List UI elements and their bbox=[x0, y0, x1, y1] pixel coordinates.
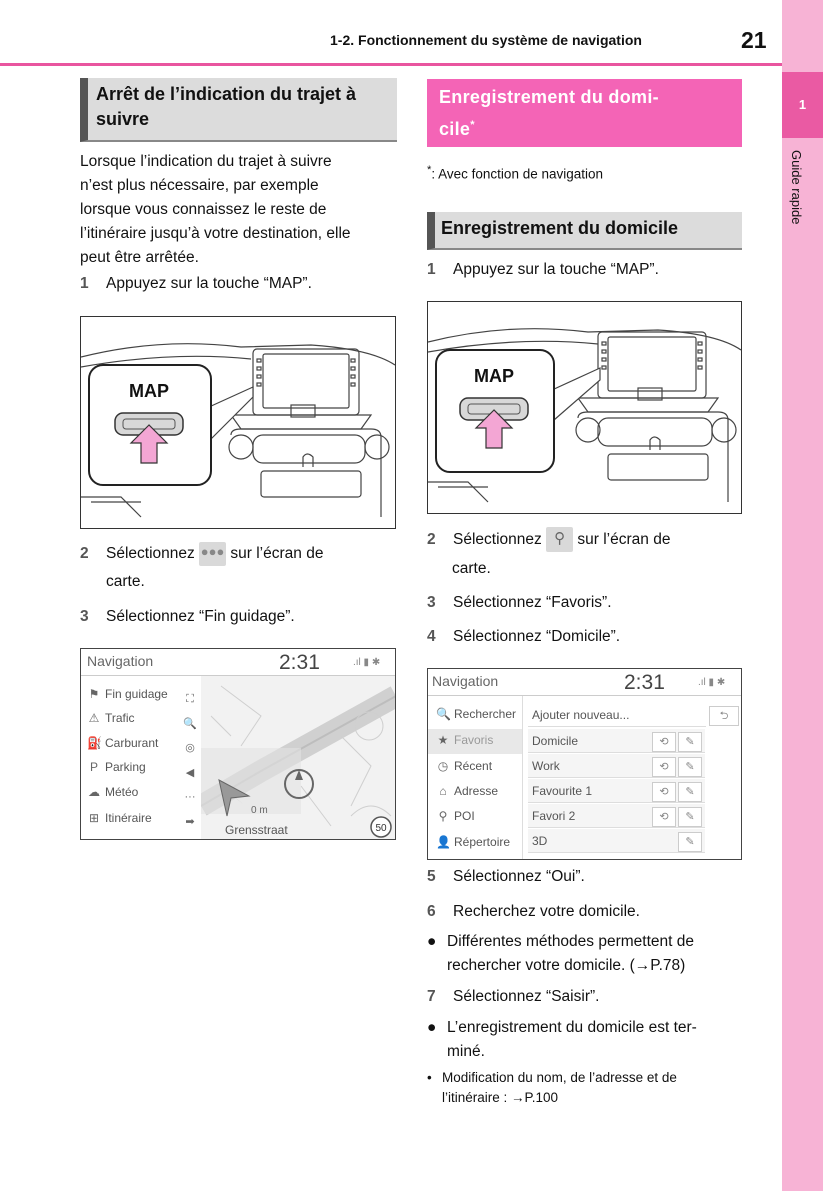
screen-clock: 2:31 bbox=[624, 671, 665, 694]
left-step-3 bbox=[80, 603, 295, 630]
chapter-title: 1-2. Fonctionnement du système de navigation bbox=[330, 32, 642, 48]
favorite-row-3d[interactable]: 3D bbox=[528, 829, 705, 853]
intro-line: Lorsque l’indication du trajet à suivre bbox=[80, 153, 332, 170]
step-text: Sélectionnez bbox=[106, 545, 195, 562]
favorite-row-work[interactable]: Work bbox=[528, 754, 705, 778]
favorite-row-home[interactable]: Domicile bbox=[528, 729, 705, 753]
right-step-4 bbox=[427, 623, 620, 650]
dashboard-drawing bbox=[428, 302, 741, 513]
step-text: Sélectionnez “Favoris”. bbox=[453, 594, 612, 611]
step-number: 7 bbox=[427, 988, 436, 1005]
street-name: Grensstraat bbox=[225, 823, 288, 837]
intro-line: peut être arrêtée. bbox=[80, 249, 199, 266]
section-title-home-registration bbox=[427, 79, 742, 147]
home-icon: ⌂ bbox=[439, 784, 447, 798]
left-step-2 bbox=[80, 540, 400, 567]
menu-weather[interactable]: ☁ Météo bbox=[88, 785, 139, 799]
nav-screen-map bbox=[80, 648, 396, 840]
intro-paragraph bbox=[80, 150, 400, 270]
map-callout-label: MAP bbox=[474, 366, 514, 386]
back-button[interactable]: ⮌ bbox=[709, 706, 739, 726]
step-number: 1 bbox=[80, 275, 89, 292]
menu-divider bbox=[522, 696, 523, 860]
menu-search[interactable]: 🔍 Rechercher bbox=[436, 707, 517, 721]
route-icon: ⊞ bbox=[88, 811, 100, 825]
section-title-stop-guidance bbox=[80, 78, 397, 142]
zoom-search-icon[interactable]: 🔍 bbox=[183, 717, 197, 730]
intro-line: n’est plus nécessaire, par exemple bbox=[80, 177, 319, 194]
menu-parking[interactable]: P Parking bbox=[87, 760, 146, 774]
bullet-search-methods: ● Différentes méthodes permettent de rechercher votre domicile. (→P.78) bbox=[427, 930, 747, 978]
step-text: Sélectionnez “Oui”. bbox=[453, 868, 585, 885]
speed-limit: 50 bbox=[375, 823, 387, 834]
fullscreen-icon[interactable]: ⛶ bbox=[186, 693, 194, 705]
edit-pencil-icon[interactable]: ✎ bbox=[678, 782, 702, 802]
star-icon: ★ bbox=[437, 733, 449, 747]
section-title-text: Arrêt de l’indication du trajet à suivre bbox=[96, 84, 357, 129]
favorite-row-favourite-1[interactable]: Favourite 1 bbox=[528, 779, 705, 803]
map-scale: 0 m bbox=[251, 805, 268, 816]
header-rule bbox=[0, 63, 782, 66]
route-set-icon[interactable]: ⟲ bbox=[652, 732, 676, 752]
edit-pencil-icon[interactable]: ✎ bbox=[678, 807, 702, 827]
step-text: Appuyez sur la touche “MAP”. bbox=[106, 275, 312, 292]
step-number: 1 bbox=[427, 261, 436, 278]
step-text: Sélectionnez bbox=[453, 531, 542, 548]
more-icon[interactable]: ··· bbox=[184, 791, 196, 803]
more-options-icon: ●●● bbox=[199, 542, 226, 566]
bullet-dot-icon: ● bbox=[427, 933, 437, 950]
fuel-icon: ⛽ bbox=[87, 736, 102, 750]
step-text: Recherchez votre domicile. bbox=[453, 903, 640, 920]
favorite-add-new[interactable]: Ajouter nouveau... bbox=[528, 703, 706, 727]
intro-line: l’itinéraire jusqu’à votre destination, elle bbox=[80, 225, 351, 242]
route-arrow-icon: ➡ bbox=[185, 815, 195, 828]
bullet-dot-icon: ● bbox=[427, 1019, 437, 1036]
right-step-7 bbox=[427, 983, 599, 1010]
person-icon: 👤 bbox=[436, 835, 451, 849]
step-number: 3 bbox=[80, 608, 89, 625]
menu-route[interactable]: ⊞ Itinéraire bbox=[88, 811, 152, 825]
menu-poi[interactable]: ⚲ POI bbox=[436, 809, 475, 823]
menu-end-guidance[interactable]: ⚑ Fin guidage bbox=[88, 687, 168, 701]
step-number: 5 bbox=[427, 868, 436, 885]
route-set-icon[interactable]: ⟲ bbox=[652, 757, 676, 777]
side-tab-label: Guide rapide bbox=[789, 150, 804, 225]
compass-icon[interactable]: ◎ bbox=[185, 742, 195, 754]
parking-icon: P bbox=[89, 760, 98, 774]
step-number: 2 bbox=[80, 545, 89, 562]
clock-icon: ◷ bbox=[437, 759, 449, 773]
dashboard-illustration-left bbox=[80, 316, 396, 529]
route-set-icon[interactable]: ⟲ bbox=[652, 782, 676, 802]
right-step-5 bbox=[427, 863, 585, 890]
right-step-3 bbox=[427, 589, 612, 616]
pin-icon: ⚲ bbox=[438, 809, 448, 823]
step-text: sur l’écran de bbox=[230, 545, 324, 562]
note-modification: • Modification du nom, de l’adresse et de l’itinéraire : →P.100 bbox=[427, 1070, 677, 1105]
route-set-icon[interactable]: ⟲ bbox=[652, 807, 676, 827]
map-view bbox=[201, 676, 396, 840]
footnote-marker: * bbox=[470, 119, 475, 131]
bullet-registration-done: ● L’enregistrement du domicile est ter- miné. bbox=[427, 1016, 747, 1064]
step-number: 6 bbox=[427, 903, 436, 920]
right-step-1 bbox=[427, 256, 659, 283]
step-text: Appuyez sur la touche “MAP”. bbox=[453, 261, 659, 278]
step-text: Sélectionnez “Saisir”. bbox=[453, 988, 600, 1005]
menu-contacts[interactable]: 👤 Répertoire bbox=[436, 835, 511, 849]
search-icon: 🔍 bbox=[436, 707, 451, 721]
side-tab-number: 1 bbox=[782, 72, 823, 138]
right-step-2 bbox=[427, 526, 747, 553]
step-text: Sélectionnez “Domicile”. bbox=[453, 628, 621, 645]
edit-pencil-icon[interactable]: ✎ bbox=[678, 757, 702, 777]
step-text: sur l’écran de bbox=[577, 531, 671, 548]
intro-line: lorsque vous connaissez le reste de bbox=[80, 201, 327, 218]
warning-icon: ⚠ bbox=[88, 711, 100, 725]
subsection-title: Enregistrement du domicile bbox=[427, 212, 742, 250]
screen-title: Navigation bbox=[87, 653, 154, 669]
favorite-row-favori-2[interactable]: Favori 2 bbox=[528, 804, 705, 828]
footnote: *: Avec fonction de navigation bbox=[427, 164, 604, 182]
flag-icon: ⚑ bbox=[88, 687, 100, 701]
status-icons: .ıl ▮ ✱ bbox=[698, 677, 726, 688]
left-step-2-line2: carte. bbox=[106, 573, 145, 590]
edit-pencil-icon[interactable]: ✎ bbox=[678, 832, 702, 852]
step-number: 2 bbox=[427, 531, 436, 548]
screen-title: Navigation bbox=[432, 673, 499, 689]
map-callout-label: MAP bbox=[129, 381, 169, 401]
right-step-2-line2: carte. bbox=[452, 560, 491, 577]
screen-clock: 2:31 bbox=[279, 651, 320, 674]
step-text: Sélectionnez “Fin guidage”. bbox=[106, 608, 295, 625]
status-icons: .ıl ▮ ✱ bbox=[353, 657, 381, 668]
menu-fuel[interactable]: ⛽ Carburant bbox=[87, 736, 159, 750]
menu-favorites[interactable]: ★ Favoris bbox=[437, 733, 494, 747]
dashboard-drawing bbox=[81, 317, 395, 528]
dashboard-illustration-right bbox=[427, 301, 742, 514]
cloud-icon: ☁ bbox=[88, 785, 100, 799]
section-title-line: Enregistrement du domi- bbox=[439, 87, 659, 107]
menu-address[interactable]: ⌂ Adresse bbox=[436, 784, 498, 798]
edit-pencil-icon[interactable]: ✎ bbox=[678, 732, 702, 752]
title-divider bbox=[428, 695, 742, 696]
page-number: 21 bbox=[741, 27, 767, 53]
right-step-6 bbox=[427, 898, 640, 925]
section-title-line: cile* bbox=[439, 119, 475, 139]
menu-traffic[interactable]: ⚠ Trafic bbox=[88, 711, 135, 725]
left-step-1 bbox=[80, 270, 312, 297]
nav-screen-favorites bbox=[427, 668, 742, 860]
menu-recent[interactable]: ◷ Récent bbox=[437, 759, 493, 773]
step-number: 4 bbox=[427, 628, 436, 645]
volume-icon[interactable]: ◀ bbox=[185, 766, 195, 779]
map-side-controls bbox=[183, 687, 197, 834]
step-number: 3 bbox=[427, 594, 436, 611]
search-icon: ⚲ bbox=[546, 527, 573, 552]
